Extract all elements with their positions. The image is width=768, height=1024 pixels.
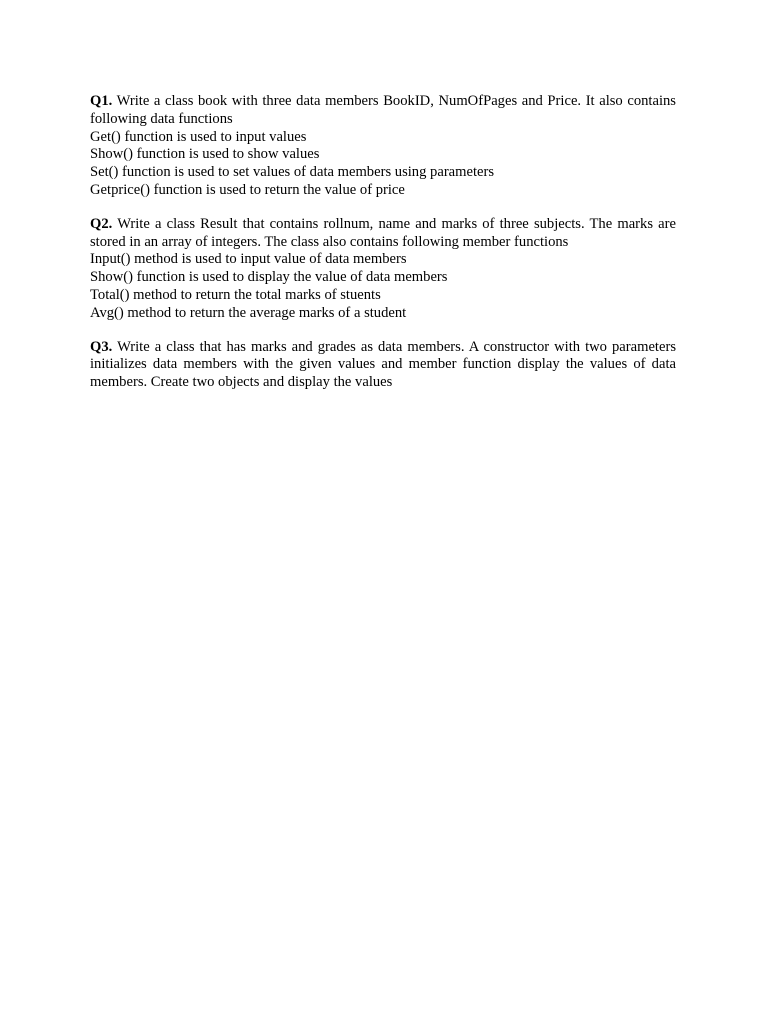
question-1 (90, 93, 676, 200)
question-2-line-3: Total() method to return the total marks of stuents (90, 286, 381, 303)
question-3-number: Q3. (90, 338, 113, 355)
question-2-line-2: Show() function is used to display the value of data members (90, 269, 448, 286)
question-1-line-4: Getprice() function is used to return the value of price (90, 181, 405, 198)
question-2-line-4: Avg() method to return the average marks of a student (90, 304, 407, 321)
question-2-line-1: Input() method is used to input value of data members (90, 251, 407, 268)
question-1-line-2: Show() function is used to show values (90, 146, 320, 163)
question-3 (90, 339, 676, 392)
question-1-line-1: Get() function is used to input values (90, 128, 307, 145)
question-1-text (90, 93, 676, 129)
question-3-text (90, 339, 676, 392)
document-page (90, 93, 676, 408)
question-2 (90, 216, 676, 323)
question-3-intro: Write a class that has marks and grades as data members. A constructor with two parameters initializes data members with the given values and member function display the values of data members. Create two objects and display the values (90, 338, 676, 391)
question-1-intro: Write a class book with three data members BookID, NumOfPages and Price. It also contains following data functions (90, 93, 676, 127)
question-2-text (90, 216, 676, 252)
question-2-number: Q2. (90, 215, 113, 232)
question-1-line-3: Set() function is used to set values of data members using parameters (90, 164, 495, 181)
question-2-intro: Write a class Result that contains rollnum, name and marks of three subjects. The marks are stored in an array of integers. The class also contains following member functions (90, 215, 676, 250)
question-1-number: Q1. (90, 93, 113, 109)
